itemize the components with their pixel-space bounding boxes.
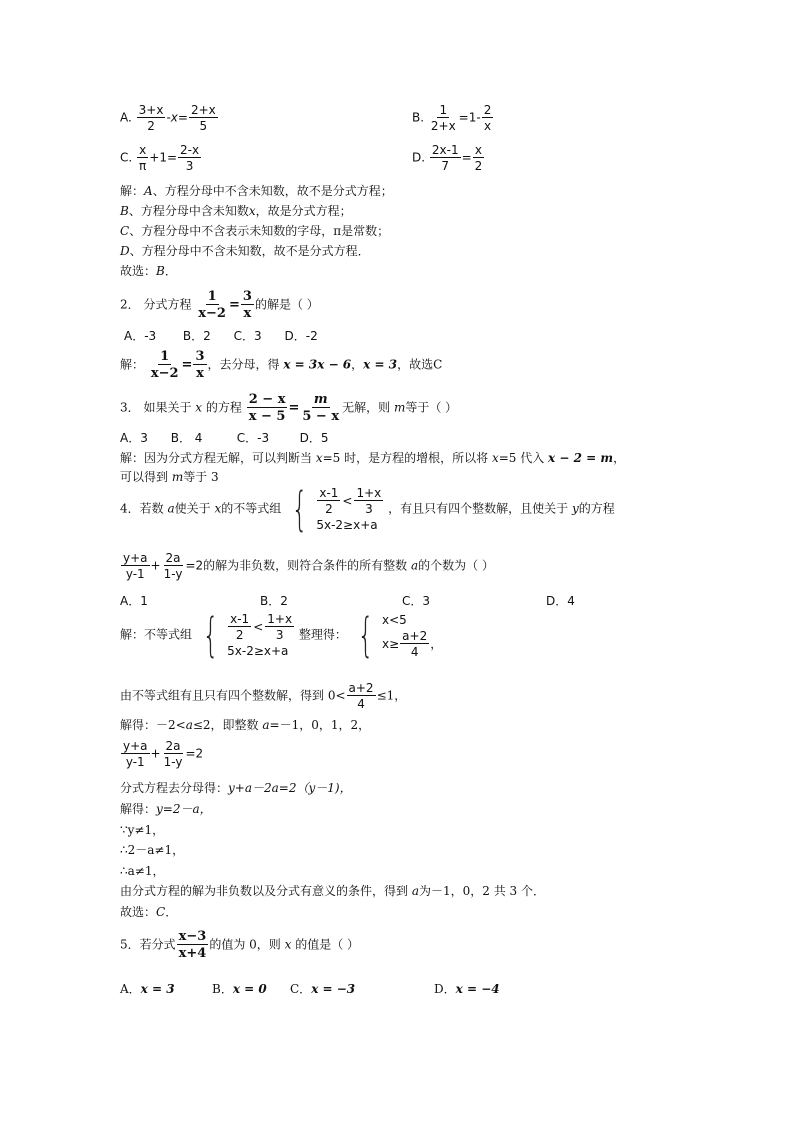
inequality-system: { $\frac{x-1}{2}$ < $\frac{1+x}{3}$ 5x-2≥x+a	[202, 608, 293, 662]
fraction: $\frac{x}{\pi}$	[139, 143, 147, 173]
q4-solution-line-3: 解得：－2<a≤2，即整数 a=－1，0，1，2，	[120, 718, 371, 732]
q4-option-b: B．2	[260, 594, 288, 608]
fraction: $\frac{a+2}{4}$	[348, 681, 374, 711]
fraction: $\frac{1}{2+x}$	[430, 103, 456, 133]
fraction: $\frac{x-1}{2}$	[230, 611, 250, 642]
q1-solution-line-3: C、方程分母中不含表示未知数的字母，π是常数；	[120, 224, 390, 238]
brace-icon: {	[202, 608, 219, 662]
q1-option-b: B. $\frac{1}{2+x}$ =1- $\frac{2}{x}$	[412, 103, 492, 133]
fraction: $\frac{2a}{1-y}$	[163, 739, 183, 769]
q3-solution-line-1: 解：因为分式方程无解，可以判断当 x=5 时，是方程的增根，所以将 x=5 代入 x − 2 = m，	[120, 451, 626, 465]
q4-option-d: D．4	[546, 594, 575, 608]
q4-solution-line-9: ∴a≠1，	[120, 864, 165, 878]
fraction: $\frac{3}{x}$	[195, 349, 205, 381]
fraction: $\frac{2+x}{5}$	[190, 103, 216, 133]
q3-solution-line-2: 可以得到 m等于 3	[120, 470, 219, 484]
q1-solution-line-4: D、方程分母中不含未知数，故不是分式方程．	[120, 244, 370, 258]
q5-option-c: C．x = −3	[290, 982, 356, 996]
fraction: $\frac{1+x}{3}$	[356, 485, 382, 516]
option-label: D.	[412, 150, 426, 165]
fraction: $\frac{2-x}{3}$	[180, 143, 200, 173]
q1-option-c: C. $\frac{x}{\pi}$ +1= $\frac{2-x}{3}$	[120, 143, 200, 173]
q4-question-line-2: $\frac{y+a}{y-1}$ + $\frac{2a}{1-y}$ =2的解为非负数，则符合条件的所有整数 a的个数为（ ）	[123, 551, 494, 581]
brace-icon: {	[291, 482, 308, 536]
inequality-system: { $\frac{x-1}{2}$ < $\frac{1+x}{3}$ 5x-2≥x+a	[291, 482, 382, 536]
q5-question: 5．若分式 $\frac{x-3}{x+4}$ 的值为 0，则 x 的值是（ ）	[120, 929, 360, 961]
inequality-system: { x<5 x≥ $\frac{a+2}{4}$ ，	[357, 608, 443, 662]
q4-solution-line-10: 由分式方程的解为非负数以及分式有意义的条件，得到 a为－1，0，2 共 3 个．	[120, 884, 545, 898]
fraction: $\frac{1+x}{3}$	[267, 611, 293, 642]
fraction: $\frac{y+a}{y-1}$	[123, 551, 148, 581]
q1-solution-line-5: 故选：B．	[120, 264, 177, 278]
option-label: A.	[120, 110, 132, 125]
fraction: $\frac{a+2}{4}$	[402, 628, 428, 659]
fraction: $\frac{x-1}{2}$	[319, 485, 339, 516]
option-label: C.	[120, 150, 133, 165]
q4-solution-line-4: $\frac{y+a}{y-1}$ + $\frac{2a}{1-y}$ =2	[123, 739, 204, 769]
q4-option-a: A．1	[120, 594, 148, 608]
q1-solution-line-2: B、方程分母中含未知数x，故是分式方程；	[120, 204, 352, 218]
fraction: $\frac{x-3}{x+4}$	[178, 929, 207, 961]
fraction: $\frac{x}{2}$	[474, 143, 483, 173]
q4-option-c: C．3	[402, 594, 431, 608]
fraction: $\frac{3}{x}$	[242, 289, 252, 321]
fraction: $\frac{1}{x-2}$	[198, 289, 226, 321]
q5-option-b: B．x = 0	[212, 982, 267, 996]
q3-question: 3． 如果关于 x 的方程 $\frac{2 - x}{x - 5}$ = $\frac{m}{5 - x}$ 无解，则 m等于（ ）	[120, 392, 458, 424]
option-label: B.	[412, 110, 425, 125]
q4-solution-line-5: 分式方程去分母得：y+a－2a=2（y－1)，	[120, 781, 352, 795]
q4-solution-line-7: ∵y≠1，	[120, 823, 165, 837]
q3-options: A．3 B． 4 C．-3 D．5	[120, 431, 329, 445]
q2-options: A．-3 B．2 C．3 D．-2	[124, 329, 318, 343]
fraction: $\frac{m}{5 - x}$	[302, 392, 340, 424]
q4-solution-line-8: ∴2－a≠1，	[120, 843, 185, 857]
q2-question: 2． 分式方程 $\frac{1}{x-2}$ = $\frac{3}{x}$ 的解是（ ）	[120, 289, 319, 321]
q1-option-d: D. $\frac{2x-1}{7}$ = $\frac{x}{2}$	[412, 143, 483, 173]
fraction: $\frac{1}{x-2}$	[150, 349, 179, 381]
q4-question-line-1: 4．若数 a使关于 x的不等式组 { $\frac{x-1}{2}$ < $\frac{1+x}{3}$ 5x-2≥x+a ，有且只有四个整数解，且使关于 y的方程	[120, 482, 615, 536]
fraction: $\frac{2a}{1-y}$	[163, 551, 183, 581]
q5-option-a: A．x = 3	[120, 982, 175, 996]
q4-solution-line-2: 由不等式组有且只有四个整数解，得到 0< $\frac{a+2}{4}$ ≤1，	[120, 681, 407, 711]
fraction: $\frac{y+a}{y-1}$	[123, 739, 148, 769]
q4-solution-line-6: 解得：y=2－a，	[120, 802, 212, 816]
q2-solution: 解： $\frac{1}{x-2}$ = $\frac{3}{x}$ ，去分母，得 x = 3x − 6，x = 3，故选C	[120, 349, 443, 381]
fraction: $\frac{2x-1}{7}$	[431, 143, 459, 173]
q1-option-a: A. $\frac{3+x}{2}$ -x= $\frac{2+x}{5}$	[120, 103, 216, 133]
brace-icon: {	[357, 608, 374, 662]
q4-solution-line-11: 故选：C．	[120, 905, 178, 919]
q5-option-d: D．x = −4	[434, 982, 500, 996]
fraction: $\frac{2}{x}$	[483, 103, 492, 133]
q1-solution-line-1: 解：A、方程分母中不含未知数，故不是分式方程；	[120, 184, 393, 198]
fraction: $\frac{2 - x}{x - 5}$	[248, 392, 286, 424]
fraction: $\frac{3+x}{2}$	[138, 103, 164, 133]
q4-solution-line-1: 解：不等式组 { $\frac{x-1}{2}$ < $\frac{1+x}{3}$ 5x-2≥x+a 整理得： { x<5 x≥ $\frac{a+2}{4}$ ，	[120, 608, 443, 662]
